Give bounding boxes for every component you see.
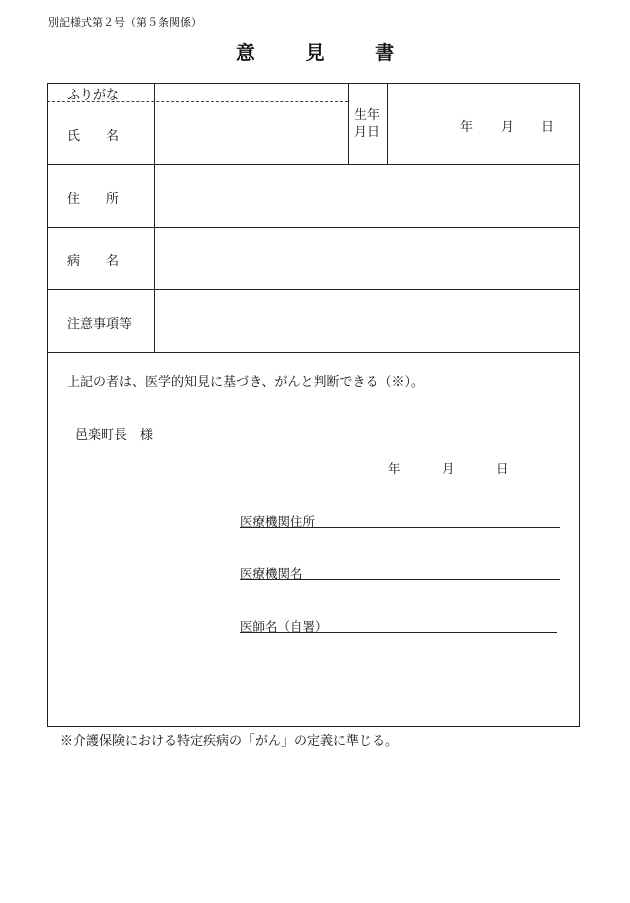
- name-label-char-2: 名: [106, 129, 120, 144]
- name-label-char-1: 氏: [67, 129, 81, 144]
- birth-label-line-1: 生年: [354, 108, 381, 123]
- birth-label-left-divider: [348, 83, 349, 164]
- cert-day-unit: 日: [496, 461, 509, 476]
- footnote: ※介護保険における特定疾病の「がん」の定義に準じる。: [60, 734, 399, 749]
- doctor-name-label: 医師名（自署）: [240, 619, 328, 634]
- facility-name-label: 医療機関名: [240, 566, 303, 581]
- birth-date-label: [354, 107, 380, 141]
- label-column-divider: [154, 83, 155, 352]
- certification-statement: 上記の者は、医学的知見に基づき、がんと判断できる（※）。: [67, 375, 424, 390]
- furigana-label: ふりがな: [67, 88, 120, 103]
- title-char-1: 意: [235, 42, 255, 64]
- address-label: [67, 188, 119, 207]
- row-divider-disease: [47, 289, 580, 290]
- title-char-3: 書: [375, 42, 395, 64]
- form-reference: 別記様式第２号（第５条関係）: [48, 16, 202, 29]
- address-label-char-1: 住: [67, 192, 81, 207]
- birth-label-right-divider: [387, 83, 388, 164]
- facility-address-label: 医療機関住所: [240, 514, 316, 529]
- notes-label: 注意事項等: [67, 317, 133, 332]
- addressee: 邑楽町長 様: [75, 428, 154, 443]
- row-divider-address: [47, 227, 580, 228]
- birth-day-unit: 日: [541, 120, 555, 135]
- birth-month-unit: 月: [501, 120, 515, 135]
- facility-address-line[interactable]: [240, 527, 560, 528]
- row-divider-notes: [47, 352, 580, 353]
- disease-label: [67, 250, 119, 269]
- address-label-char-2: 所: [106, 192, 120, 207]
- disease-label-char-2: 名: [106, 254, 120, 269]
- cert-month-unit: 月: [442, 461, 455, 476]
- disease-label-char-1: 病: [67, 254, 81, 269]
- birth-label-line-2: 月日: [354, 125, 381, 140]
- row-divider-name: [47, 164, 580, 165]
- document-title: [0, 38, 630, 65]
- title-char-2: 見: [305, 42, 325, 64]
- cert-year-unit: 年: [388, 461, 401, 476]
- doctor-signature-line[interactable]: [240, 632, 557, 633]
- name-label: [67, 125, 119, 144]
- birth-year-unit: 年: [460, 120, 474, 135]
- facility-name-line[interactable]: [240, 579, 560, 580]
